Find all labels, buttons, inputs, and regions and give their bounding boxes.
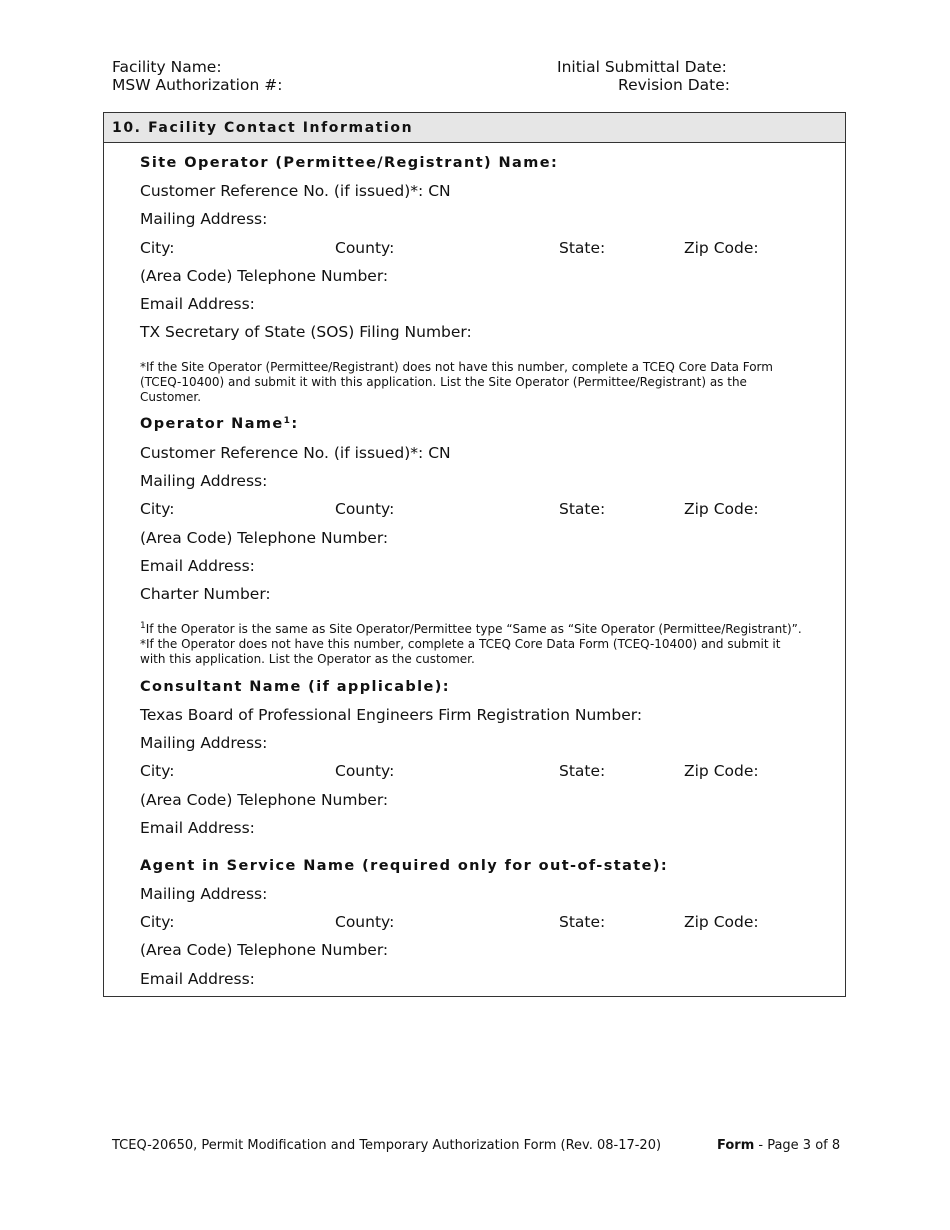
consultant-county: County:: [335, 762, 395, 780]
site-operator-telephone: (Area Code) Telephone Number:: [140, 267, 389, 285]
operator-telephone: (Area Code) Telephone Number:: [140, 529, 389, 547]
operator-heading-colon: :: [291, 416, 299, 432]
site-operator-state: State:: [559, 239, 606, 257]
operator-zip: Zip Code:: [684, 500, 759, 518]
operator-state: State:: [559, 500, 606, 518]
operator-note-footnote-marker: 1: [140, 621, 146, 631]
agent-heading: Agent in Service Name (required only for out-of-state):: [140, 858, 669, 874]
operator-note-line1: [140, 622, 802, 637]
initial-submittal-date-label: Initial Submittal Date:: [557, 58, 727, 76]
consultant-state: State:: [559, 762, 606, 780]
msw-authorization-label: MSW Authorization #:: [112, 76, 283, 94]
agent-state: State:: [559, 913, 606, 931]
operator-customer-ref: Customer Reference No. (if issued)*: CN: [140, 444, 451, 462]
consultant-telephone: (Area Code) Telephone Number:: [140, 791, 389, 809]
operator-note-line2: *If the Operator does not have this number, complete a TCEQ Core Data Form (TCEQ-10400) and submit it: [140, 637, 781, 651]
section-title: 10. Facility Contact Information: [104, 113, 845, 143]
site-operator-zip: Zip Code:: [684, 239, 759, 257]
footer-page-number: - Page 3 of 8: [754, 1138, 841, 1153]
site-operator-email: Email Address:: [140, 295, 255, 313]
operator-email: Email Address:: [140, 557, 255, 575]
facility-name-label: Facility Name:: [112, 58, 222, 76]
footer-form-label: Form: [717, 1138, 755, 1153]
site-operator-note-line3: Customer.: [140, 390, 202, 404]
agent-zip: Zip Code:: [684, 913, 759, 931]
site-operator-city: City:: [140, 239, 175, 257]
operator-charter-number: Charter Number:: [140, 585, 271, 603]
site-operator-sos-filing: TX Secretary of State (SOS) Filing Number:: [140, 323, 472, 341]
footer-page-info: [717, 1138, 840, 1154]
agent-mailing-address: Mailing Address:: [140, 885, 268, 903]
consultant-tbpe-number: Texas Board of Professional Engineers Firm Registration Number:: [140, 706, 643, 724]
operator-footnote-marker: 1: [283, 416, 292, 426]
operator-county: County:: [335, 500, 395, 518]
site-operator-county: County:: [335, 239, 395, 257]
operator-heading-text: Operator Name: [140, 416, 284, 432]
revision-date-label: Revision Date:: [618, 76, 730, 94]
site-operator-note-line2: (TCEQ-10400) and submit it with this application. List the Site Operator (Permittee/Registrant) as the: [140, 375, 747, 389]
consultant-mailing-address: Mailing Address:: [140, 734, 268, 752]
agent-county: County:: [335, 913, 395, 931]
consultant-email: Email Address:: [140, 819, 255, 837]
operator-city: City:: [140, 500, 175, 518]
agent-city: City:: [140, 913, 175, 931]
operator-mailing-address: Mailing Address:: [140, 472, 268, 490]
operator-note-line1-text: If the Operator is the same as Site Operator/Permittee type “Same as “Site Operator (Permittee/Registrant)”.: [145, 622, 802, 636]
footer-form-id: TCEQ-20650, Permit Modification and Temporary Authorization Form (Rev. 08-17-20): [112, 1138, 662, 1153]
agent-telephone: (Area Code) Telephone Number:: [140, 941, 389, 959]
operator-heading: [140, 415, 299, 433]
site-operator-heading: Site Operator (Permittee/Registrant) Name:: [140, 155, 559, 171]
site-operator-mailing-address: Mailing Address:: [140, 210, 268, 228]
consultant-heading: Consultant Name (if applicable):: [140, 679, 451, 695]
site-operator-note-line1: *If the Site Operator (Permittee/Registrant) does not have this number, complete a TCEQ Core Data Form: [140, 360, 773, 374]
site-operator-customer-ref: Customer Reference No. (if issued)*: CN: [140, 182, 451, 200]
operator-note-line3: with this application. List the Operator as the customer.: [140, 652, 475, 666]
agent-email: Email Address:: [140, 970, 255, 988]
consultant-city: City:: [140, 762, 175, 780]
consultant-zip: Zip Code:: [684, 762, 759, 780]
